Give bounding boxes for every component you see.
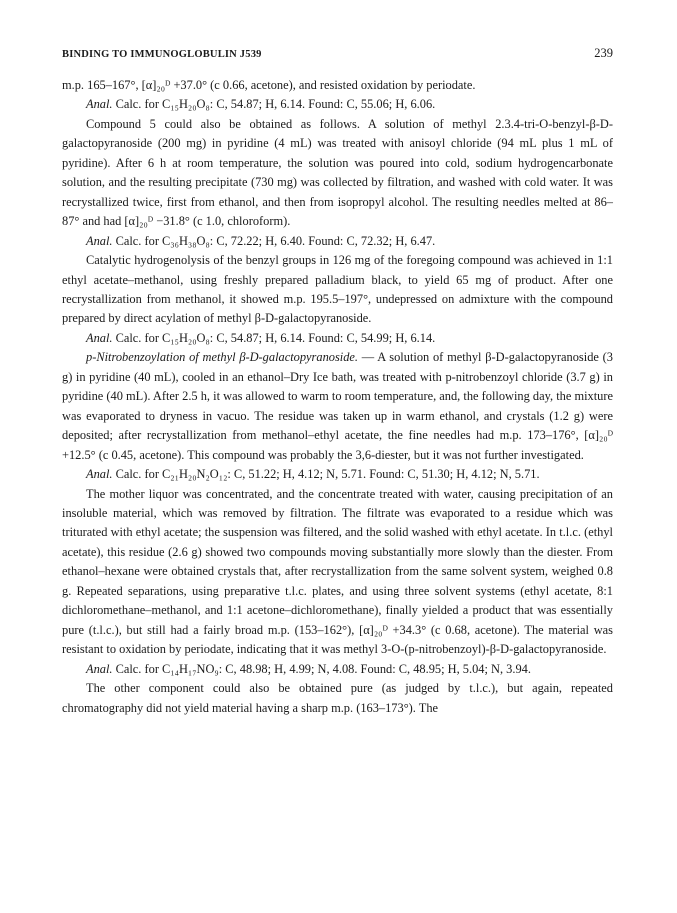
paragraph: m.p. 165–167°, [α]₂₀ᴰ +37.0° (c 0.66, acetone), and resisted oxidation by periodate. bbox=[62, 78, 476, 92]
body-text bbox=[62, 76, 613, 718]
analysis-line: Anal. Calc. for C₁₅H₂₀O₈: C, 54.87; H, 6.14. Found: C, 55.06; H, 6.06. bbox=[86, 97, 436, 112]
page-number: 239 bbox=[594, 46, 613, 60]
page-header bbox=[62, 46, 613, 61]
section-paragraph: p-Nitrobenzoylation of methyl β-D-galactopyranoside. — A solution of methyl β-D-galactopyranoside (3 g) in pyridine (40 mL), cooled in an ethanol–Dry Ice bath, was treated with p-nitrobenzoyl chloride (3.7 g) in pyridine (40 mL). After 2.5 h, it was allowed to warm to room temperature, and, the following day, the mixture was evaporated to dryness in vacuo. The residue was taken up in warm ethanol, and crystals (1.2 g) were deposited; after recrystallization from methanol–ethyl acetate, the fine needles had m.p. 173–176°, [α]₂₀ᴰ +12.5° (c 0.45, acetone). This compound was probably the 3,6-diester, but it was not further investigated. bbox=[62, 350, 613, 462]
paragraph: The mother liquor was concentrated, and the concentrate treated with water, causing precipitation of an insoluble material, which was removed by filtration. The filtrate was evaporated to a residue which was triturated with ethyl acetate; the suspension was filtered, and the solid washed with ethyl acetate. In t.l.c. (ethyl acetate), this residue (2.6 g) showed two compounds moving substantially more slowly than the diester. From ethanol–hexane were obtained crystals that, after recrystallization from the same solvent system, weighed 0.8 g. Repeated separations, using preparative t.l.c. plates, and using three solvent systems (ethyl acetate, 8:1 dichloromethane–methanol, and 1:1 acetone–dichloromethane), finally yielded a product that was essentially pure (t.l.c.), but still had a fairly broad m.p. (153–162°), [α]₂₀ᴰ +34.3° (c 0.68, acetone). The material was resistant to oxidation by periodate, indicating that it was methyl 3-O-(p-nitrobenzoyl)-β-D-galactopyranoside. bbox=[62, 486, 613, 657]
paragraph: Catalytic hydrogenolysis of the benzyl groups in 126 mg of the foregoing compound was achieved in 1:1 ethyl acetate–methanol, using freshly prepared palladium black, to yield 65 mg of product. After one recrystallization from methanol, it showed m.p. 195.5–197°, undepressed on admixture with the compound prepared by direct acylation of methyl β-D-galactopyranoside. bbox=[62, 253, 613, 326]
analysis-line: Anal. Calc. for C₁₅H₂₀O₈: C, 54.87; H, 6.14. Found: C, 54.99; H, 6.14. bbox=[86, 330, 436, 345]
section-heading: p-Nitrobenzoylation of methyl β-D-galactopyranoside. bbox=[86, 350, 359, 365]
running-head: BINDING TO IMMUNOGLOBULIN J539 bbox=[62, 49, 262, 60]
paragraph: The other component could also be obtained pure (as judged by t.l.c.), but again, repeated chromatography did not yield material having a sharp m.p. (163–173°). The bbox=[62, 681, 613, 715]
analysis-line: Anal. Calc. for C₃₆H₃₈O₈: C, 72.22; H, 6.40. Found: C, 72.32; H, 6.47. bbox=[86, 233, 436, 248]
paragraph: Compound 5 could also be obtained as follows. A solution of methyl 2.3.4-tri-O-benzyl-β-D-galactopyranoside (200 mg) in pyridine (4 mL) was treated with anisoyl chloride (94 mL plus 1 mL of pyridine). After 6 h at room temperature, the solution was poured into cold, sodium hydrogencarbonate solution, and the resulting precipitate (730 mg) was collected by filtration, and washed with cold water. It was recrystallized twice, first from ethanol, and then from isopropyl alcohol. The resulting needles melted at 86–87° and had [α]₂₀ᴰ −31.8° (c 1.0, chloroform). bbox=[62, 116, 613, 229]
analysis-line: Anal. Calc. for C₁₄H₁₇NO₉: C, 48.98; H, 4.99; N, 4.08. Found: C, 48.95; H, 5.04; N, 3.94. bbox=[86, 661, 531, 676]
analysis-line: Anal. Calc. for C₂₁H₂₀N₂O₁₂: C, 51.22; H, 4.12; N, 5.71. Found: C, 51.30; H, 4.12; N, 5.71. bbox=[86, 467, 540, 482]
